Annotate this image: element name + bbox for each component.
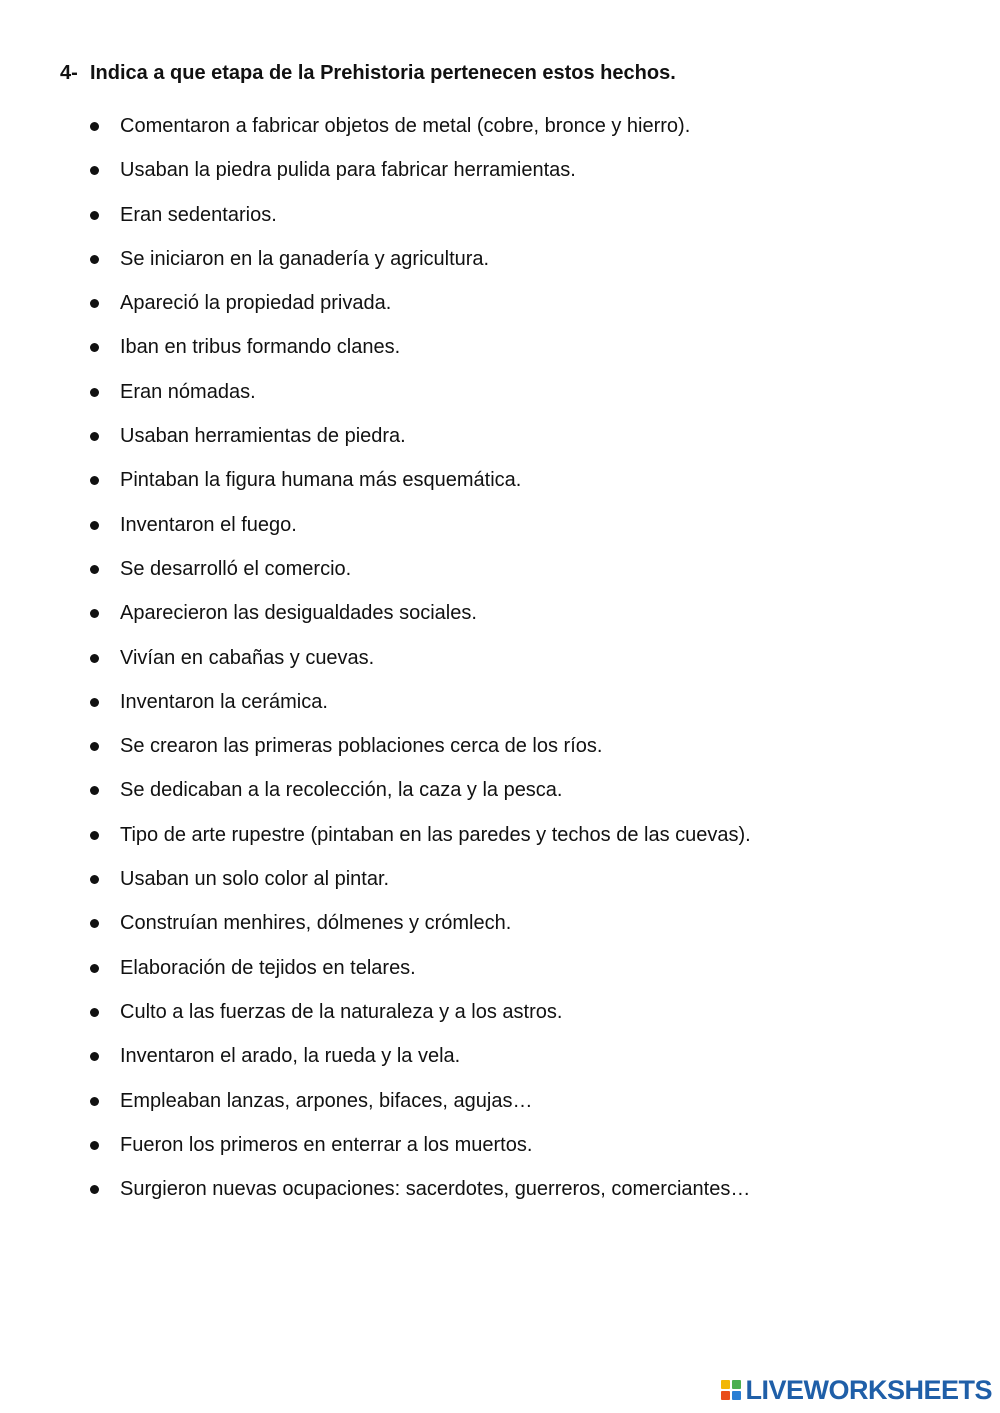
bullet-icon <box>90 255 99 264</box>
bullet-icon <box>90 919 99 928</box>
list-item-text: Construían menhires, dólmenes y crómlech. <box>120 912 512 935</box>
question-number: 4- <box>60 62 78 84</box>
list-item <box>0 460 1000 504</box>
bullet-icon <box>90 166 99 175</box>
list-item <box>0 1081 1000 1125</box>
list-item <box>0 638 1000 682</box>
list-item-text: Iban en tribus formando clanes. <box>120 336 401 359</box>
list-item <box>0 549 1000 593</box>
bullet-icon <box>90 1185 99 1194</box>
liveworksheets-brand <box>721 1375 992 1405</box>
list-item-text: Se desarrolló el comercio. <box>120 557 352 580</box>
list-item-text: Tipo de arte rupestre (pintaban en las paredes y techos de las cuevas). <box>120 823 751 846</box>
bullet-icon <box>90 1008 99 1017</box>
bullet-icon <box>90 476 99 485</box>
list-item-text: Empleaban lanzas, arpones, bifaces, agujas… <box>120 1089 533 1112</box>
bullet-icon <box>90 565 99 574</box>
list-item-text: Inventaron el arado, la rueda y la vela. <box>120 1045 461 1068</box>
list-item-text: Usaban la piedra pulida para fabricar herramientas. <box>120 159 576 182</box>
list-item-text: Usaban un solo color al pintar. <box>120 868 390 891</box>
bullet-icon <box>90 964 99 973</box>
list-item-text: Aparecieron las desigualdades sociales. <box>120 602 477 625</box>
list-item <box>0 992 1000 1036</box>
bullet-icon <box>90 211 99 220</box>
bullet-icon <box>90 609 99 618</box>
list-item-text: Se iniciaron en la ganadería y agricultura. <box>120 247 490 270</box>
liveworksheets-logo-icon <box>721 1380 741 1400</box>
question-text: Indica a que etapa de la Prehistoria pertenecen estos hechos. <box>90 62 676 84</box>
list-item <box>0 726 1000 770</box>
list-item-text: Eran sedentarios. <box>120 203 277 226</box>
bullet-icon <box>90 831 99 840</box>
list-item-text: Elaboración de tejidos en telares. <box>120 956 416 979</box>
list-item-text: Inventaron el fuego. <box>120 513 297 536</box>
brand-name: LIVEWORKSHEETS <box>745 1374 992 1405</box>
list-item <box>0 327 1000 371</box>
list-item <box>0 1169 1000 1213</box>
list-item <box>0 283 1000 327</box>
list-item-text: Fueron los primeros en enterrar a los muertos. <box>120 1133 533 1156</box>
bullet-icon <box>90 521 99 530</box>
list-item-text: Culto a las fuerzas de la naturaleza y a los astros. <box>120 1000 563 1023</box>
list-item-text: Vivían en cabañas y cuevas. <box>120 646 375 669</box>
list-item <box>0 372 1000 416</box>
list-item <box>0 416 1000 460</box>
bullet-icon <box>90 654 99 663</box>
list-item <box>0 1125 1000 1169</box>
bullet-icon <box>90 742 99 751</box>
list-item <box>0 150 1000 194</box>
list-item-text: Usaban herramientas de piedra. <box>120 425 406 448</box>
list-item-text: Se dedicaban a la recolección, la caza y la pesca. <box>120 779 563 802</box>
list-item <box>0 505 1000 549</box>
bullet-icon <box>90 1097 99 1106</box>
list-item-text: Inventaron la cerámica. <box>120 690 328 713</box>
list-item-text: Apareció la propiedad privada. <box>120 292 392 315</box>
bullet-icon <box>90 1052 99 1061</box>
bullet-icon <box>90 432 99 441</box>
list-item <box>0 948 1000 992</box>
bullet-icon <box>90 343 99 352</box>
list-item <box>0 770 1000 814</box>
bullet-icon <box>90 388 99 397</box>
list-item-text: Eran nómadas. <box>120 380 256 403</box>
list-item <box>0 1036 1000 1080</box>
list-item <box>0 195 1000 239</box>
list-item <box>0 859 1000 903</box>
bullet-icon <box>90 1141 99 1150</box>
list-item <box>0 593 1000 637</box>
list-item-text: Pintaban la figura humana más esquemática. <box>120 469 522 492</box>
question-heading <box>60 62 676 85</box>
bullet-icon <box>90 122 99 131</box>
list-item <box>0 239 1000 283</box>
list-item <box>0 106 1000 150</box>
list-item <box>0 682 1000 726</box>
list-item-text: Comentaron a fabricar objetos de metal (cobre, bronce y hierro). <box>120 115 691 137</box>
bullet-icon <box>90 786 99 795</box>
bullet-icon <box>90 299 99 308</box>
list-item <box>0 903 1000 947</box>
bullet-icon <box>90 875 99 884</box>
statement-list <box>0 106 1000 1213</box>
list-item-text: Se crearon las primeras poblaciones cerca de los ríos. <box>120 735 603 758</box>
bullet-icon <box>90 698 99 707</box>
list-item-text: Surgieron nuevas ocupaciones: sacerdotes, guerreros, comerciantes… <box>120 1178 751 1201</box>
list-item <box>0 815 1000 859</box>
